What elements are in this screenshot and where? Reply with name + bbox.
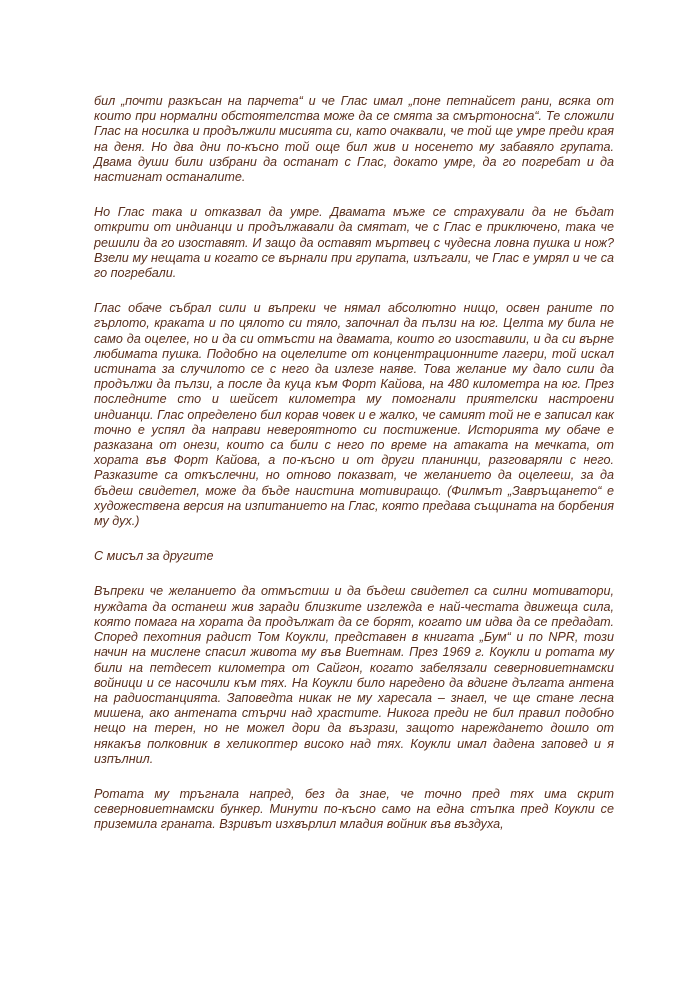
paragraph-4: Въпреки че желанието да отмъстиш и да бъдеш свидетел са силни мотиватори, нуждата да останеш жив заради близките изглежда е най-честата движеща сила, която помага на хората да продължат да се борят, когато им идва да се предадат. Според пехотния радист Том Коукли, представен в книгата „Бум“ и по NPR, този начин на мислене спасил живота му във Виетнам. През 1969 г. Коукли и ротата му били на петдесет километра от Сайгон, когато забелязали северновиетнамски войници и се насочили към тях. На Коукли било наредено да вдигне дългата антена на радиостанцията. Заповедта никак не му харесала – знаел, че ще стане лесна мишена, ако антената стърчи над храстите. Никога преди не бил правил подобно нещо на терен, но не можел дори да възрази, защото нареждането дошло от някакъв полковник в хеликоптер високо над тях. Коукли имал дадена заповед и я изпълнил. (94, 584, 614, 766)
paragraph-3: Глас обаче събрал сили и въпреки че нямал абсолютно нищо, освен раните по гърлото, краката и по цялото си тяло, започнал да пълзи на юг. Целта му била не само да оцелее, но и да си отмъсти на двамата, които го изоставили, и да си върне любимата пушка. Подобно на оцелелите от концентрационните лагери, той искал истината за случилото се с него да излезе наяве. Това желание му дало сили да продължи да пълзи, а после да куца към Форт Кайова, на 480 километра на юг. През последните сто и шейсет километра му помогнали приятелски настроени индианци. Глас определено бил корав човек и е жалко, че самият той не е записал как точно е успял да направи невероятното си постижение. Историята му обаче е разказана от онези, които са били с него по време на атаката на мечката, от хората във Форт Кайова, а по-късно и от други планинци, разговаряли с него. Разказите са откъслечни, но отново показват, че желанието да оцелееш, за да бъдеш свидетел, може да бъде наистина мотивиращо. (Филмът „Завръщането“ е художествена версия на изпитанието на Глас, която предава същината на борбения му дух.) (94, 301, 614, 529)
section-heading: С мисъл за другите (94, 549, 214, 564)
paragraph-1: бил „почти разкъсан на парчета“ и че Глас имал „поне петнайсет рани, всяка от които при нормални обстоятелства може да се смята за смъртоносна“. Те сложили Глас на носилка и продължили мисията си, като очаквали, че той ще умре преди края на деня. Но два дни по-късно той още бил жив и носенето му забавяло групата. Двама души били избрани да останат с Глас, докато умре, да го погребат и да настигнат останалите. (94, 94, 614, 185)
paragraph-2: Но Глас така и отказвал да умре. Двамата мъже се страхували да не бъдат открити от индианци и продължавали да смятат, че с Глас е приключено, така че решили да го изоставят. И защо да оставят мъртвец с чудесна ловна пушка и нож? Взели му нещата и когато се върнали при групата, излъгали, че Глас е умрял и че са го погребали. (94, 205, 614, 281)
paragraph-5: Ротата му тръгнала напред, без да знае, че точно пред тях има скрит северновиетнамски бункер. Минути по-късно само на една стъпка пред Коукли се приземила граната. Взривът изхвърлил младия войник във въздуха, (94, 786, 614, 832)
document-page (94, 94, 614, 833)
